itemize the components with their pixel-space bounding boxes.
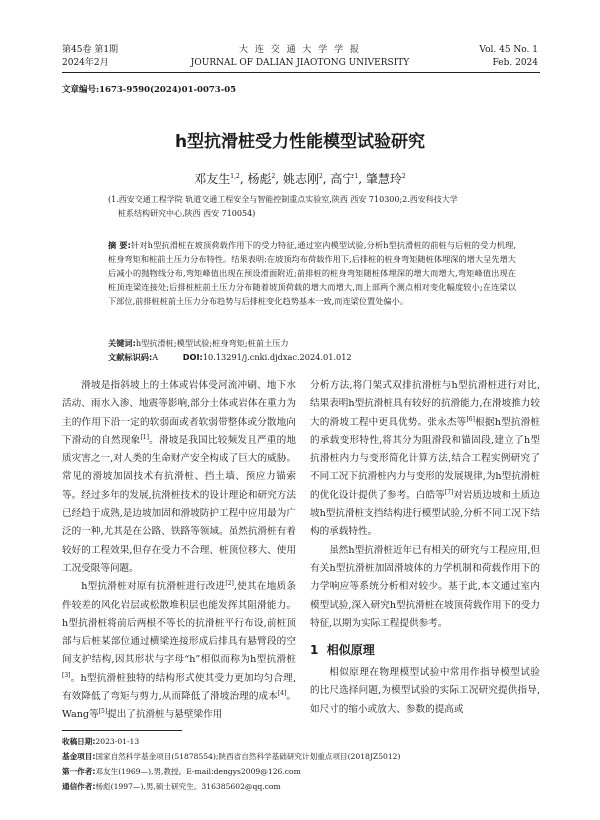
right-column	[310, 377, 540, 719]
body-paragraph	[62, 377, 296, 578]
body-paragraph: 虽然h型抗滑桩近年已有相关的研究与工程应用,但有关h型抗滑桩加固滑坡体的力学机制和荷载作用下的力学响应等系统分析相对较少。基于此,本文通过室内模型试验,深入研究h型抗滑桩在坡顶荷载作用下的受力特征,以期为实际工程提供参考。	[310, 544, 540, 629]
body-text: 分析方法,将门架式双排抗滑桩与h型抗滑桩进行对比,结果表明h型抗滑桩具有较好的抗滑能力,在滑坡推力较大的滑坡工程中更具优势。张永杰等	[310, 380, 540, 428]
affiliation-line: 桩系结构研究中心,陕西 西安 710054)	[118, 209, 256, 218]
footnote-rule	[62, 730, 182, 731]
keywords	[108, 336, 516, 350]
citation: [7]	[444, 488, 454, 496]
header-journal-cn: 大 连 交 通 大 学 学 报	[238, 45, 362, 55]
fund-value: 国家自然科学基金项目(51878554);陕西省自然科学基础研究计划重点项目(2018JZ5012)	[95, 752, 401, 761]
keywords-text: h型抗滑桩;模型试验;桩身弯矩;桩前土压力	[135, 338, 289, 348]
body-text: 。h型抗滑桩独特的结构形式使其受力更加均匀合理,有效降低了弯矩与剪力,从而降低了滑坡治理的成本	[62, 672, 296, 703]
abstract-label: 摘 要:	[108, 240, 131, 250]
citation: [5]	[98, 708, 108, 716]
paper-title: h型抗滑桩受力性能模型试验研究	[174, 132, 426, 152]
section-number: 1	[310, 643, 319, 658]
section-title: 相似原理	[326, 643, 375, 658]
corr-value: 杨彪(1997—),男,硕士研究生。316385602@qq.com	[95, 782, 281, 791]
author-affil: 1,2	[230, 173, 240, 180]
author-name: 高宁	[330, 172, 355, 186]
fund-label: 基金项目:	[62, 752, 96, 761]
affiliation-line: (1.西安交通工程学院 轨道交通工程安全与智能控制重点实验室,陕西 西安 710300;2.西安科技大学	[108, 195, 458, 204]
affiliation	[108, 193, 508, 221]
body-text: 对岩质边坡和土质边坡h型抗滑桩支挡结构进行模型试验,分析不同工况下结构的承载特性。	[310, 489, 541, 538]
body-text: 提出了抗滑桩与悬壁梁作用	[107, 709, 223, 721]
header-vol-en: Vol. 45 No. 1	[479, 45, 538, 55]
author-name: 邓友生	[194, 172, 231, 186]
left-column	[62, 377, 296, 725]
section-heading	[310, 641, 540, 658]
footnote-fund	[62, 749, 540, 764]
body-text: h型抗滑桩对原有抗滑桩进行改进	[81, 581, 226, 593]
header-volume-issue: 第45卷 第1期	[62, 45, 119, 55]
clc-value: A	[152, 352, 159, 362]
body-paragraph	[62, 578, 296, 724]
classification	[108, 350, 516, 364]
keywords-label: 关键词:	[108, 338, 136, 348]
citation: [1]	[140, 433, 149, 441]
header-date-en: Feb. 2024	[492, 58, 538, 68]
corr-label: 通信作者:	[62, 782, 96, 791]
abstract-text: 针对h型抗滑桩在坡顶荷载作用下的受力特征,通过室内模型试验,分析h型抗滑桩的前桩与后桩的受力机理,桩身弯矩和桩前土压力分布特性。结果表明:在坡顶均布荷载作用下,后排桩的桩身弯矩随桩体埋深的增大呈先增大后减小的抛物线分布,弯矩峰值出现在预设滑面附近;前排桩的桩身弯矩随桩体埋深的增大而增大,弯矩峰值出现在桩顶连梁连接处;后排桩桩前土压力分布随着坡顶荷载的增大而增大,而上部两个测点相对变化幅度较小;在连梁以下部位,前排桩桩前土压力分布趋势与后排桩变化趋势基本一致,而连梁位置处偏小。	[108, 240, 517, 306]
header-journal-en: JOURNAL OF DALIAN JIAOTONG UNIVERSITY	[190, 58, 410, 68]
author-name: 杨彪	[247, 172, 272, 186]
received-value: 2023-01-13	[95, 737, 140, 746]
body-text: 根据h型抗滑桩的承载变形特性,将其分为阻滑段和锚固段,建立了h型抗滑桩内力与变形简化计算方法,结合工程实例研究了不同工况下抗滑桩内力与变形的发展规律,为h型抗滑桩的优化设计提供了参考。白皓等	[310, 416, 541, 501]
body-text: 。滑坡是我国比较频发且严重的地质灾害之一,对人类的生命财产安全构成了巨大的威胁。常见的滑坡加固技术有抗滑桩、挡土墙、预应力锚索等。经过多年的发展,抗滑桩技术的设计理论和研究方法已经趋于成熟,是边坡加固和滑坡防护工程中应用最为广泛的一种,尤其是在公路、铁路等领域。虽然抗滑桩有着较好的工程效果,但存在受力不合理、桩顶位移大、使用工况受限等问题。	[62, 434, 297, 574]
body-text: 滑坡是指斜坡上的土体或岩体受河流冲刷、地下水活动、雨水入渗、地震等影响,部分土体或岩体在重力为主的作用下沿一定的软弱面或者软弱带整体或分散地向下滑动的自然现象	[62, 380, 296, 446]
footnote-first-author	[62, 764, 540, 779]
body-text: ,使其在地质条件较差的风化岩层或松散堆积层也能发挥其阻滑能力。h型抗滑桩将前后两根不等长的抗滑桩平行布设,前桩顶部与后桩某部位通过横梁连接形成后排具有悬臂段的空间支护结构,因其形状与字母“h”相似而称为h型抗滑桩	[62, 581, 296, 666]
body-paragraph: 相似原理在物理模型试验中常用作指导模型试验的比尺选择问题,为模型试验的实际工况研究提供指导,如尺寸的缩小或放大、参数的提高或	[310, 667, 540, 715]
clc-label: 文献标识码:	[108, 352, 153, 362]
citation: [3]	[62, 671, 71, 679]
citation: [2]	[225, 580, 234, 588]
author-affil: 2	[401, 173, 406, 180]
author-list: 邓友生$^{1,2}$, 杨彪$^2$, 姚志刚$^2$, 高宁$^1$, 肇慧玲$^2$	[194, 172, 406, 186]
author-affil: 2	[271, 173, 276, 180]
header-date: 2024年2月	[62, 58, 109, 68]
citation: [4]	[277, 689, 287, 697]
citation: [6]	[466, 415, 475, 423]
doi-value: 10.13291/j.cnki.djdxac.2024.01.012	[202, 352, 352, 362]
author-affil: 2	[318, 173, 323, 180]
footnote-corresponding	[62, 779, 540, 794]
article-number: 文章编号:1673-9590(2024)01-0073-05	[62, 85, 237, 95]
author-name: 姚志刚	[282, 172, 319, 186]
author-name: 肇慧玲	[365, 172, 402, 186]
abstract	[108, 238, 516, 308]
first-author-label: 第一作者:	[62, 767, 96, 776]
author-affil: 1	[354, 173, 359, 180]
body-paragraph	[310, 377, 540, 542]
footnote	[62, 734, 540, 794]
first-author-value: 邓友生(1969—),男,教授。E-mail:dengys2009@126.com	[95, 767, 301, 776]
footnote-received	[62, 734, 540, 749]
doi-label: DOI:	[182, 352, 203, 362]
received-label: 收稿日期:	[62, 737, 96, 746]
header-rule	[62, 72, 540, 73]
body-text: 。Wang等	[62, 691, 296, 721]
